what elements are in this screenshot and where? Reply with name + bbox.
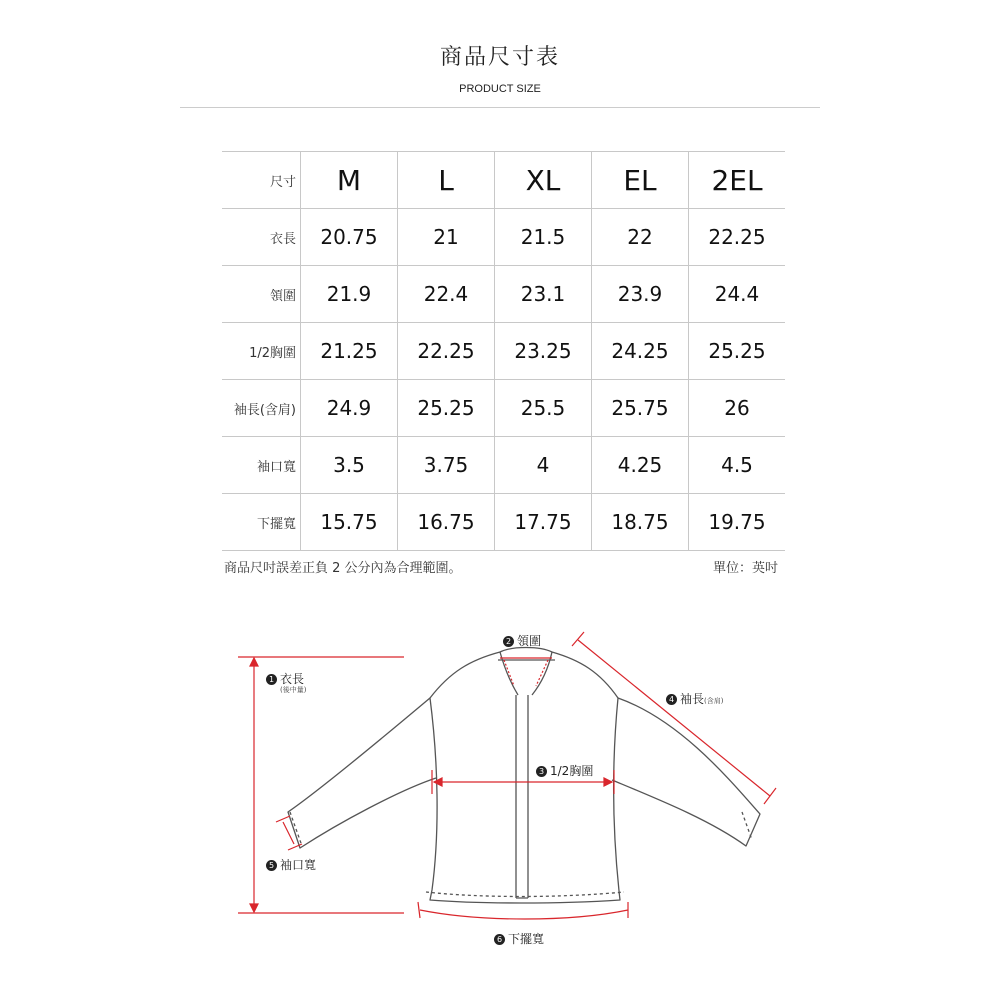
hem-tick-left: [418, 902, 420, 918]
label-number: 5: [266, 860, 277, 871]
sleeve-sublabel: (含肩): [704, 697, 724, 705]
header-divider: [180, 107, 820, 108]
table-row: [222, 323, 785, 380]
size-col-header: L: [398, 152, 495, 209]
table-header-row: [222, 152, 785, 209]
size-col-header: EL: [592, 152, 689, 209]
table-row: [222, 266, 785, 323]
row-label: 衣長: [222, 209, 301, 266]
chest-label: [536, 762, 593, 779]
row-label: 袖長(含肩): [222, 380, 301, 437]
sleeve-measure-line: [578, 640, 770, 796]
table-cell: 25.25: [398, 380, 495, 437]
page-title: 商品尺寸表: [439, 45, 560, 70]
label-text: 袖口寬: [280, 858, 317, 872]
neck-guide-left: [504, 660, 514, 686]
left-sleeve-outline: [288, 698, 436, 848]
table-cell: 24.4: [689, 266, 786, 323]
table-cell: 18.75: [592, 494, 689, 551]
table-cell: 15.75: [301, 494, 398, 551]
row-label: 下擺寬: [222, 494, 301, 551]
table-cell: 22: [592, 209, 689, 266]
table-cell: 25.25: [689, 323, 786, 380]
unit-note: 單位：英吋: [712, 561, 778, 576]
table-cell: 21: [398, 209, 495, 266]
size-col-header: XL: [495, 152, 592, 209]
table-cell: 21.25: [301, 323, 398, 380]
label-text: 1/2胸圍: [550, 764, 594, 778]
table-cell: 4.5: [689, 437, 786, 494]
table-cell: 22.25: [689, 209, 786, 266]
size-table: [222, 151, 785, 551]
hem-measure-line: [420, 910, 628, 919]
table-cell: 22.25: [398, 323, 495, 380]
label-text: 袖長: [680, 692, 705, 706]
cuff-tick-top: [276, 816, 290, 822]
table-cell: 3.75: [398, 437, 495, 494]
table-row: [222, 494, 785, 551]
table-cell: 16.75: [398, 494, 495, 551]
neck-label: [503, 632, 541, 649]
right-sleeve-outline: [612, 698, 760, 846]
table-cell: 21.5: [495, 209, 592, 266]
label-number: 4: [666, 694, 677, 705]
chest-arrow-right: [604, 778, 612, 786]
tolerance-note: 商品尺吋誤差正負 2 公分內為合理範圍。: [224, 561, 462, 576]
neck-guide-right: [536, 660, 548, 686]
table-cell: 26: [689, 380, 786, 437]
table-cell: 24.9: [301, 380, 398, 437]
table-cell: 25.75: [592, 380, 689, 437]
sleeve-label: [666, 690, 723, 707]
size-header-label: 尺寸: [222, 152, 301, 209]
label-number: 1: [266, 674, 277, 685]
table-cell: 3.5: [301, 437, 398, 494]
label-number: 2: [503, 636, 514, 647]
table-row: [222, 209, 785, 266]
table-cell: 19.75: [689, 494, 786, 551]
row-label: 1/2胸圍: [222, 323, 301, 380]
table-cell: 23.25: [495, 323, 592, 380]
label-text: 領圍: [517, 634, 542, 648]
table-cell: 21.9: [301, 266, 398, 323]
table-cell: 4: [495, 437, 592, 494]
row-label: 袖口寬: [222, 437, 301, 494]
hem-label: [494, 930, 544, 947]
row-label: 領圍: [222, 266, 301, 323]
label-number: 3: [536, 766, 547, 777]
page-subtitle: PRODUCT SIZE: [459, 83, 541, 95]
table-cell: 22.4: [398, 266, 495, 323]
label-text: 衣長: [280, 672, 305, 686]
right-cuff-outline: [742, 812, 752, 840]
length-arrow-bottom: [250, 904, 258, 912]
size-col-header: M: [301, 152, 398, 209]
table-cell: 17.75: [495, 494, 592, 551]
placket-outline: [516, 695, 528, 898]
table-cell: 23.9: [592, 266, 689, 323]
table-row: [222, 437, 785, 494]
table-cell: 24.25: [592, 323, 689, 380]
hem-stitching: [426, 892, 624, 897]
length-arrow-top: [250, 658, 258, 666]
size-col-header: 2EL: [689, 152, 786, 209]
sleeve-tick-bottom: [764, 788, 776, 804]
table-cell: 4.25: [592, 437, 689, 494]
length-sublabel: (後中量): [280, 686, 307, 694]
label-text: 下擺寬: [508, 932, 545, 946]
cuff-label: [266, 856, 316, 873]
label-number: 6: [494, 934, 505, 945]
table-cell: 23.1: [495, 266, 592, 323]
table-cell: 25.5: [495, 380, 592, 437]
table-row: [222, 380, 785, 437]
table-cell: 20.75: [301, 209, 398, 266]
chest-arrow-left: [434, 778, 442, 786]
